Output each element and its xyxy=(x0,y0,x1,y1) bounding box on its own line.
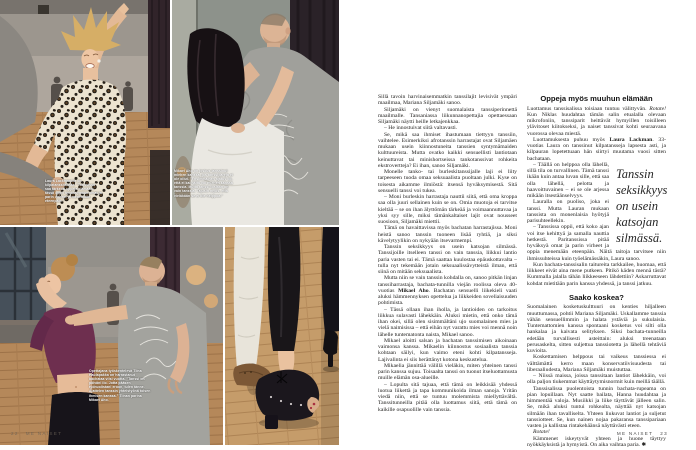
studio-ceiling xyxy=(0,0,170,14)
body-paragraph: Kun bachata-tanssisalin taitureita tarkkailee, huomaa, että liikkeet eivät aina mene putkeen. Pitikö käden mennä tästä? Kummalla jalalla tähän liikkeeseen lähdettiin? Askarruttavat kohdat mietitään parin kanssa yhdessä, ja tanssi jatkuu. xyxy=(527,261,666,287)
body-paragraph: Mikael aloitti salsan ja bachatan tanssimisen aikoinaan vaimonsa kanssa. Mikaelin kiinnostus sosiaalista tanssia kohtaan säilyi, kun vaimo eteni kohti kilpatansseja. Lajivalinta ei siis herättänyt kotona keskustelua. xyxy=(378,337,517,363)
body-paragraph: Mikaelia jännittää välillä vieläkin, miten yhteinen tanssi parin kanssa sujuu. Toisaalta tanssi on tuonut itseluottamusta muille elämän osa-alueille. xyxy=(378,362,517,382)
body-paragraph: Se, mikä saa ihmiset ihastumaan tiettyyn tanssiin, vaihtelee. Esimerkiksi afrotanssin harrastajat ovat Siljamäen mukaan usein kiinnostuneita tanssien syntymämaiden kulttuureista. Mutta ovatko kaikki sensuellisti lantiotaan keinuttavat tai minishortseissa tankotanssivat rohkeita ekstrovertteja? Ei ihan, sanoo Siljamäki. xyxy=(378,131,517,169)
body-paragraph: Rotate! xyxy=(533,429,550,436)
right-page-folio xyxy=(617,431,668,436)
right-brand: ME NAISET xyxy=(616,431,654,436)
article-column-1 xyxy=(378,94,517,413)
body-paragraph: Luottamus tanssisalissa toisiaan tuntuu välittyvän. Rotate! Kun Niklas huudahtaa tämän salin etualalla olevaan mikrofoniin, tanssiparit heittävät hymyillen toisilleen ylävitoset kiitokseksi, ja naiset tanssivat kohti seuraavana vuorossa olevaa miestä. xyxy=(527,105,666,137)
body-paragraph: – He innostuivat siitä valtavasti. xyxy=(384,125,458,132)
body-paragraph: Tanssin seksikkyys on usein katsojan silmässä. Tanssijoille itselleen tanssi on vain tanssia, liikkui lantio paria vasten tai ei. Tämä saattaa kuulostaa epäuskottavalta – tulla nyt tekemään jotain seksuaalissävytteistä ilman, että siinä on mitään seksuaalista. xyxy=(378,244,517,275)
body-paragraph: Monelle tanko- tai burleskitanssijalle laji ei liity tarpeeseen tuoda omaa seksuaalista puoltaan julki. Kyse on toisesta aikamme ilmiöstä: itsensä hyväksymisestä. Sitä sensuelli tanssi voi tukea. xyxy=(378,169,517,194)
pull-quote: Tanssin seksikkyys on usein katsojan silmässä. xyxy=(616,166,668,245)
section-heading-oppeja: Oppeja myös muuhun elämään xyxy=(540,94,653,103)
left-page-number: 22 xyxy=(11,431,19,436)
photo-caption-mikael: Mikael Aho on joskus tanssinut miehen kanssa, jos tanssipareja ei ole ollut. "Ensimmäinen ajatus oli, että ei kai näitä voi miehen kanssa tanssia. Mutta tanssi tosiaan on vain tanssia. Tajusin myös, että vieläkään se ei ole helppoa." xyxy=(174,169,233,198)
photo-caption-tiina: Opettajana työskentelevä Tiina Haulapakka on harrastanut bachataa viisi vuotta. "Tanssi on päiväni ilo. Jotta pääsen työhuolistani eroon, tulen tänne. Ajattelen tanssin yhteistyönä toisen ihmisen kanssa." Tiinan parina Mikael Aho. xyxy=(89,369,151,402)
body-paragraph: Suomalainen kosketuskulttuuri on kenties hiljalleen muuttumassa, pohtii Mariana Siljamäki. Uskallamme tanssia vähän sensuellimmin ja halata ystäviä ja sukulaisia. Tuntemattomien kanssa spontaani kosketus voi silti olla hankalaa ja kaivata selityksen. Siksi bachata-tunneilla edetään turvallisesti asteittain: aluksi treenataan perusaskelta, sitten suljettua tanssiotetta ja lähellä tehtäviä kuvioita. xyxy=(527,304,666,354)
body-paragraph: Kämmenet iskeytyvät yhteen ja huone täyttyy nyökkäyksistä ja hymyistä. On aika vaihtaa paria. ✱ xyxy=(527,435,666,448)
article-column-2 xyxy=(527,94,666,448)
body-paragraph: – Tässä ollaan ihan iholla, ja lantioiden on tarkoitus liikkua sulavasti lähekkäin. Aluksi mietin, että onko tämä ihan okei, sillä olen sisimmältäni ujo suomalainen mies ja vielä naimisissa – että eihän nyt varattu mies voi mennä noin lähelle tuntematonta naista, Mikael sanoo. xyxy=(378,306,517,338)
body-paragraph: – Tanssissa oppii, että koko ajan voi itse kehittyä ja samalla nauttia hetkestä. Paritanssissa pitää hyväksyä omat ja parin virheet ja oppia menemään eteenpäin. Näitä taitoja tarvitsee niin ihmissuhteissa kuin työelämässäkin, Laura sanoo. xyxy=(527,224,666,262)
background-black-heel-shoe xyxy=(322,227,339,372)
section-heading-saako-koskea: Saako koskea? xyxy=(569,292,624,302)
left-brand: ME NAISET xyxy=(25,431,63,436)
left-page-folio xyxy=(11,431,62,436)
photo-dance-shoes-floor xyxy=(225,227,339,445)
body-paragraph: Luottamuksesta puhuu myös Laura Lackman. 33-vuotias Laura on tanssinut kilpatansseja lapsesta asti, ja kilpauran lopetettuaan hän siirtyi muutama vuosi sitten bachataan. xyxy=(527,136,666,162)
body-paragraph: Lauralla on puoliso, joka ei tanssi. Mutta Lauran mukaan tanssista on monenlaisia hyötyjä parisuhteellekin. xyxy=(527,199,609,224)
body-paragraph: – Täällä on helppoa olla lähellä, sillä tila on turvallinen. Tämä tanssi ikään kuin antaa luvan sille, että saa olla lähellä, pelotta ja haavoittuvainen – ei se ole arjessa mikään itsestäänselvyys. xyxy=(527,161,609,199)
photo-caption-laura: Laura Lackmanilla on kilpatanssitausta. "Tanssissa saa tärkeitä oppeja elämään: tässä oppii hyväksymään omat ja parin virheet ja menemään eteenpäin." xyxy=(45,179,102,204)
body-paragraph: Siljamäki on vienyt suomalaista tanssiperinnettä maailmalle. Tansaniassa liikunnanopettajia opettaessaan Siljamäki näytti heille letkajenkkaa. xyxy=(378,106,517,125)
right-page-number: 23 xyxy=(660,431,668,436)
body-paragraph: Sillä tavoin harvinaisemmatkin tanssilajit levisivät ympäri maailmaa, Mariana Siljamäki sanoo. xyxy=(378,94,517,107)
body-paragraph: Tanssisalissa puolentoista tunnin bachata-rupeama on pian lopuillaan. Nyt saatte bailata, Hanna huudahtaa ja himmentää valoja. Musiikki ja liike täyttävät jälleen salin. Se, mikä aluksi tuntui rohkealta, näyttää nyt katsojan silmään ihan tavalliselta. Yhteen liukuvat lantiot ja suljetut tanssiotteet. Se, kun nainen nojaa pakaransa tanssipariaan vasten ja kallistaa rintakehäänsä näyttävästi eteen. xyxy=(527,385,666,429)
body-paragraph: – Niissä maissa, joissa tanssitaan lantiot lähekkäin, voi olla paljon tiukemmat käyttäytymisnormit kuin meillä täällä. xyxy=(527,373,666,386)
photo-teacher-couple-dancing xyxy=(0,227,223,445)
body-paragraph: – Moni burleskin harrastaja nauttii siitä, että oma kroppa saa olla juuri sellainen kuin se on. Omia muotoja ei tarvitse kieltää – se on ihan älyttömän tärkeää ja voimaannuttavaa ja yksi syy sille, miksi tämänkaltaiset lajit ovat nousseet suosioon, Siljamäki miettii. xyxy=(378,194,517,225)
body-paragraph: Tämä on havaittavissa myös bachatan harrastajissa. Moni heistä sanoo tanssin tuoneen lisää ryhtiä, ja siksi kävelytyylikin on nykyään itsevarmempi. xyxy=(378,225,517,244)
body-paragraph: Koskettamisen helppous tai vaikeus tanssiessa ei välttämättä kerro maan konservatiivisuudesta tai liberaaliudesta, Mariana Siljamäki muistuttaa. xyxy=(527,354,666,373)
body-paragraph: Mutta niin se vain tanssin kohdalla on, sanoo pitkän linjan tanssiharrastaja, bachata-tunnilla viejän roolissa oleva 40-vuotias Mikael Aho. Bachatan sensuelli liikekieli vaati aluksi hämmennyksen opettelua ja liikkeiden soveliaisuuden pohtimista. xyxy=(378,275,517,307)
body-paragraph: – Lopulta sitä tajuaa, että tämä on leikkisää yhdessä luotua liikettä ja tapa kommunikoida ilman sanoja. Yritän viedä niin, että se tuntuu molemmista miellyttävältä. Tanssitunneilla pitää olla luottamus siitä, että tämä on kaikille osapuolille vain tanssia. xyxy=(378,381,517,413)
